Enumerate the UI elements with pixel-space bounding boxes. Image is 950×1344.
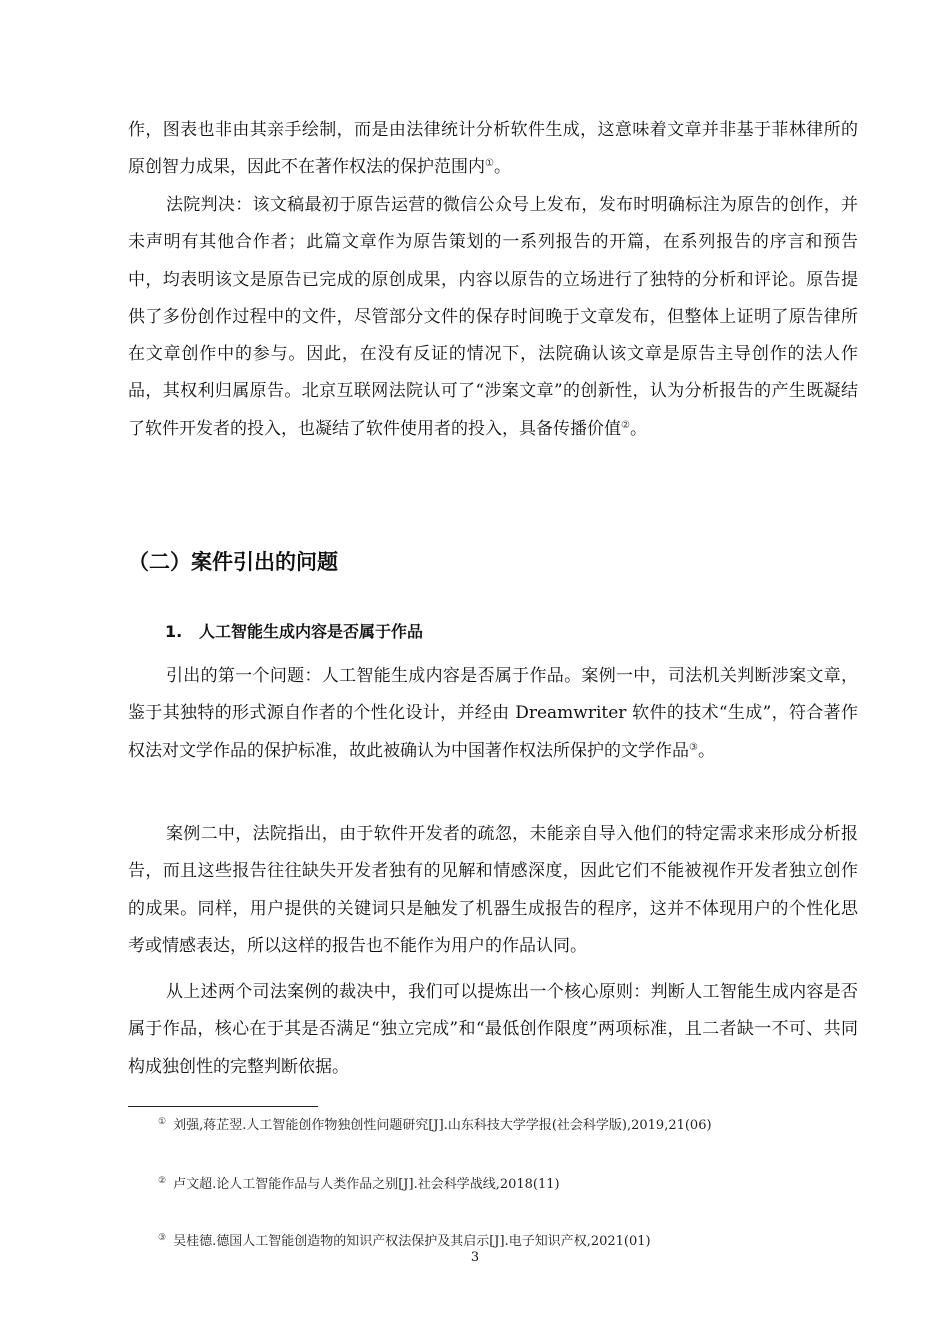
paragraph-court-ruling: 法院判决：该文稿最初于原告运营的微信公众号上发布，发布时明确标注为原告的创作，并未声明有其他合作者；此篇文章作为原告策划的一系列报告的开篇，在系列报告的序言和预告中，均表明该文是原告已完成的原创成果，内容以原告的立场进行了独特的分析和评论。原告提供了多份创作过程中的文件，尽管部分文件的保存时间晚于文章发布，但整体上证明了原告律所在文章创作中的参与。因此，在没有反证的情况下，法院确认该文章是原告主导创作的法人作品，其权利归属原告。北京互联网法院认可了“涉案文章”的创新性，认为分析报告的产生既凝结了软件开发者的投入，也凝结了软件使用者的投入，具备传播价值②。 <box>128 195 858 439</box>
footnote-text: 卢文超.论人工智能作品与人类作品之别[J].社会科学战线,2018(11) <box>173 1177 560 1192</box>
subsection-title: 人工智能生成内容是否属于作品 <box>199 622 424 641</box>
footnote-ref-3[interactable]: ③ <box>689 741 698 753</box>
footnote-text: 刘强,蒋芷翌.人工智能创作物独创性问题研究[J].山东科技大学学报(社会科学版),2019,21(06) <box>173 1118 712 1133</box>
footnote-mark: ② <box>158 1176 167 1186</box>
footnote-ref-1[interactable]: ① <box>485 158 494 170</box>
footnote-text: 吴桂德.德国人工智能创造物的知识产权法保护及其启示[J].电子知识产权,2021(01) <box>173 1234 651 1249</box>
paragraph-text: 从上述两个司法案例的裁决中，我们可以提炼出一个核心原则：判断人工智能生成内容是否属于作品，核心在于其是否满足“独立完成”和“最低创作限度”两项标准，且二者缺一不可、共同构成独创性的完整判断依据。 <box>128 982 858 1077</box>
paragraph-case-two <box>128 816 858 965</box>
footnote-2 <box>158 1175 560 1195</box>
subsection-number: 1. <box>165 622 183 641</box>
footnote-1 <box>158 1116 712 1136</box>
footnote-separator <box>128 1106 318 1107</box>
paragraph-text: 案例二中，法院指出，由于软件开发者的疏忽，未能亲自导入他们的特定需求来形成分析报告，而且这些报告往往缺失开发者独有的见解和情感深度，因此它们不能被视作开发者独立创作的成果。同样，用户提供的关键词只是触发了机器生成报告的程序，这并不体现用户的个性化思考或情感表达，所以这样的报告也不能作为用户的作品认同。 <box>128 824 858 956</box>
paragraph-principle <box>128 974 858 1086</box>
section-heading: （二）案件引出的问题 <box>128 550 338 574</box>
subsection-heading <box>165 618 423 646</box>
paragraph-text: 引出的第一个问题：人工智能生成内容是否属于作品。案例一中，司法机关判断涉案文章，鉴于其独特的形式源自作者的个性化设计，并经由 Dreamwriter 软件的技术“生成”，符合著作权法对文学作品的保护标准，故此被确认为中国著作权法所保护的文学作品 <box>128 666 858 761</box>
footnote-ref-2[interactable]: ② <box>621 419 630 431</box>
footnote-mark: ③ <box>158 1233 167 1243</box>
footnote-mark: ① <box>158 1117 167 1127</box>
paragraph-text: 作，图表也非由其亲手绘制，而是由法律统计分析软件生成，这意味着文章并非基于菲林律所的原创智力成果，因此不在著作权法的保护范围内 <box>128 120 858 178</box>
paragraph-text: 法院判决：该文稿最初于原告运营的微信公众号上发布，发布时明确标注为原告的创作，并未声明有其他合作者；此篇文章作为原告策划的一系列报告的开篇，在系列报告的序言和预告中，均表明该文是原告已完成的原创成果，内容以原告的立场进行了独特的分析和评论。原告提供了多份创作过程中的文件，尽管部分文件的保存时间晚于文章发布，但整体上证明了原告律所在文章创作中的参与。因此，在没有反证的情况下，法院确认该文章是原告主导创作的法人作品，其权利归属原告。北京互联网法院认可了“涉案文章”的创新性，认为分析报告的产生既凝结了软件开发者的投入，也凝结了软件使用者的投入，具备传播价值 <box>128 195 858 439</box>
page-number: 3 <box>470 1250 480 1265</box>
paragraph-case-continued: 作，图表也非由其亲手绘制，而是由法律统计分析软件生成，这意味着文章并非基于菲林律所的原创智力成果，因此不在著作权法的保护范围内①。 <box>128 120 858 178</box>
paragraph-first-question: 引出的第一个问题：人工智能生成内容是否属于作品。案例一中，司法机关判断涉案文章，鉴于其独特的形式源自作者的个性化设计，并经由 Dreamwriter 软件的技术“生成”，符合著作权法对文学作品的保护标准，故此被确认为中国著作权法所保护的文学作品③。 <box>128 666 858 761</box>
